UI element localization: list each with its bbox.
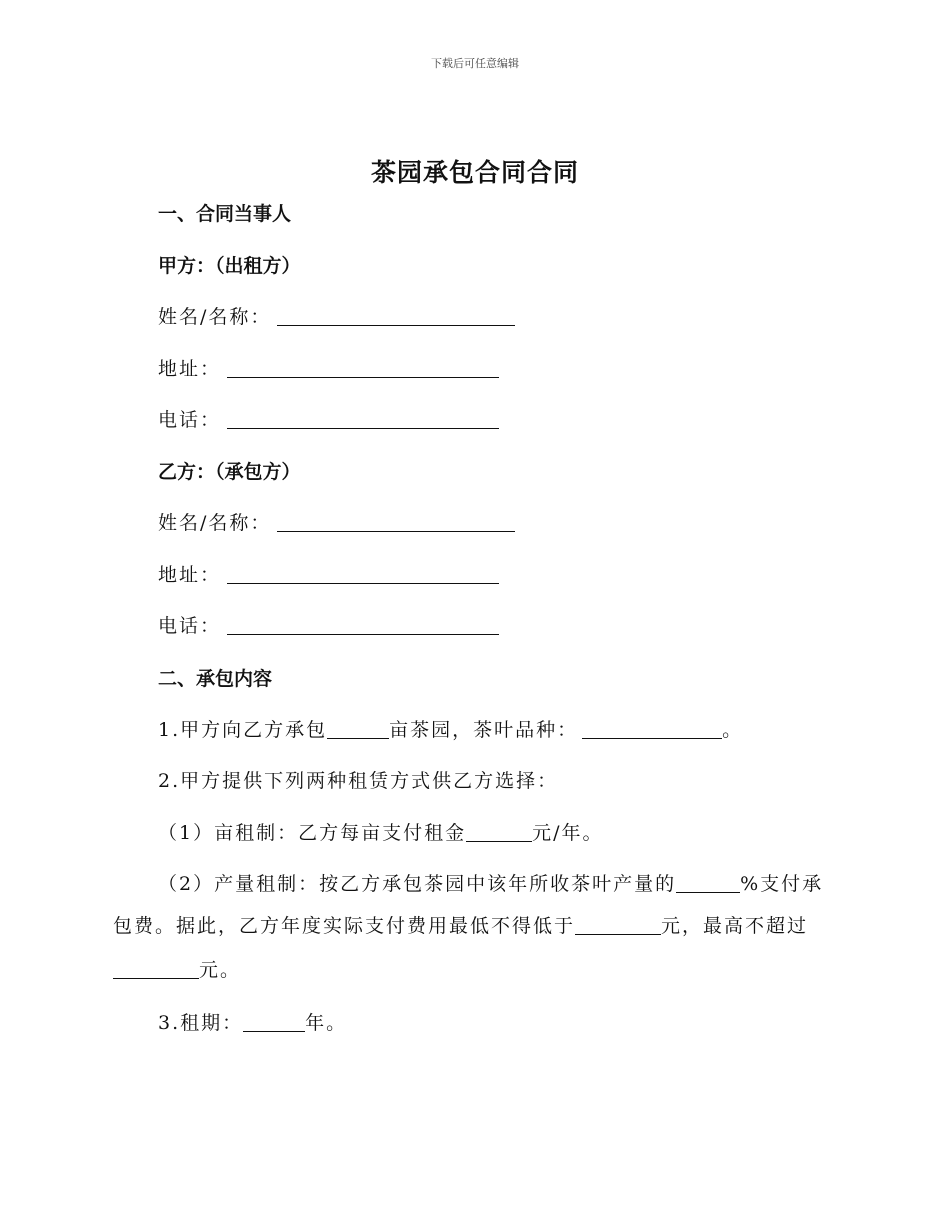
rent-per-mu-blank[interactable] [466,821,532,842]
party-b-name-blank[interactable] [277,511,515,532]
party-b-phone-row [158,611,499,638]
acreage-blank[interactable] [327,718,389,739]
party-a-phone-label: 电话： [158,409,222,431]
option-2-text-b: %支付承 [740,873,824,895]
party-a-address-row [158,354,499,381]
party-b-name-label: 姓名/名称： [158,512,272,534]
item-3-text-a: 3.租期： [158,1012,244,1034]
party-b-label: 乙方：（承包方） [158,461,301,483]
option-1-text-a: （1）亩租制：乙方每亩支付租金 [158,822,467,844]
party-a-label: 甲方：（出租方） [158,255,301,277]
item-1-text-b: 亩茶园，茶叶品种： [389,719,579,741]
party-a-name-row [158,302,515,329]
option-2-text-a: （2）产量租制：按乙方承包茶园中该年所收茶叶产量的 [158,873,677,895]
party-a-name-blank[interactable] [277,305,515,326]
option-2-line-2 [113,911,808,938]
party-b-phone-blank[interactable] [227,614,499,635]
item-3 [158,1008,347,1035]
tea-variety-blank[interactable] [582,718,722,739]
party-b-address-label: 地址： [158,564,222,586]
party-a-address-blank[interactable] [227,357,499,378]
item-3-text-b: 年。 [305,1012,348,1034]
option-2-line-3 [113,955,241,982]
option-2-line-3-text: 元。 [199,959,242,981]
item-1-text-c: 。 [722,719,744,741]
option-2-line-2-text-a: 包费。据此，乙方年度实际支付费用最低不得低于 [113,915,576,937]
party-a-phone-blank[interactable] [227,408,499,429]
party-a-phone-row [158,405,499,432]
option-1 [158,818,604,845]
item-1-text-a: 1.甲方向乙方承包 [158,719,328,741]
option-2-line-1 [158,869,823,896]
party-b-address-blank[interactable] [227,563,499,584]
section-heading-parties: 一、合同当事人 [158,203,292,225]
item-1 [158,715,743,742]
party-b-name-row [158,508,515,535]
document-title: 茶园承包合同合同 [370,158,579,187]
option-1-text-b: 元/年。 [532,822,604,844]
party-a-address-label: 地址： [158,358,222,380]
yield-percent-blank[interactable] [676,872,740,893]
item-2: 2.甲方提供下列两种租赁方式供乙方选择： [158,770,559,792]
max-fee-blank[interactable] [113,958,199,979]
party-a-name-label: 姓名/名称： [158,306,272,328]
min-fee-blank[interactable] [575,914,661,935]
section-heading-content: 二、承包内容 [158,668,273,690]
option-2-line-2-text-b: 元，最高不超过 [661,915,809,937]
party-b-address-row [158,560,499,587]
lease-term-blank[interactable] [243,1011,305,1032]
party-b-phone-label: 电话： [158,615,222,637]
header-note: 下载后可任意编辑 [431,57,519,70]
